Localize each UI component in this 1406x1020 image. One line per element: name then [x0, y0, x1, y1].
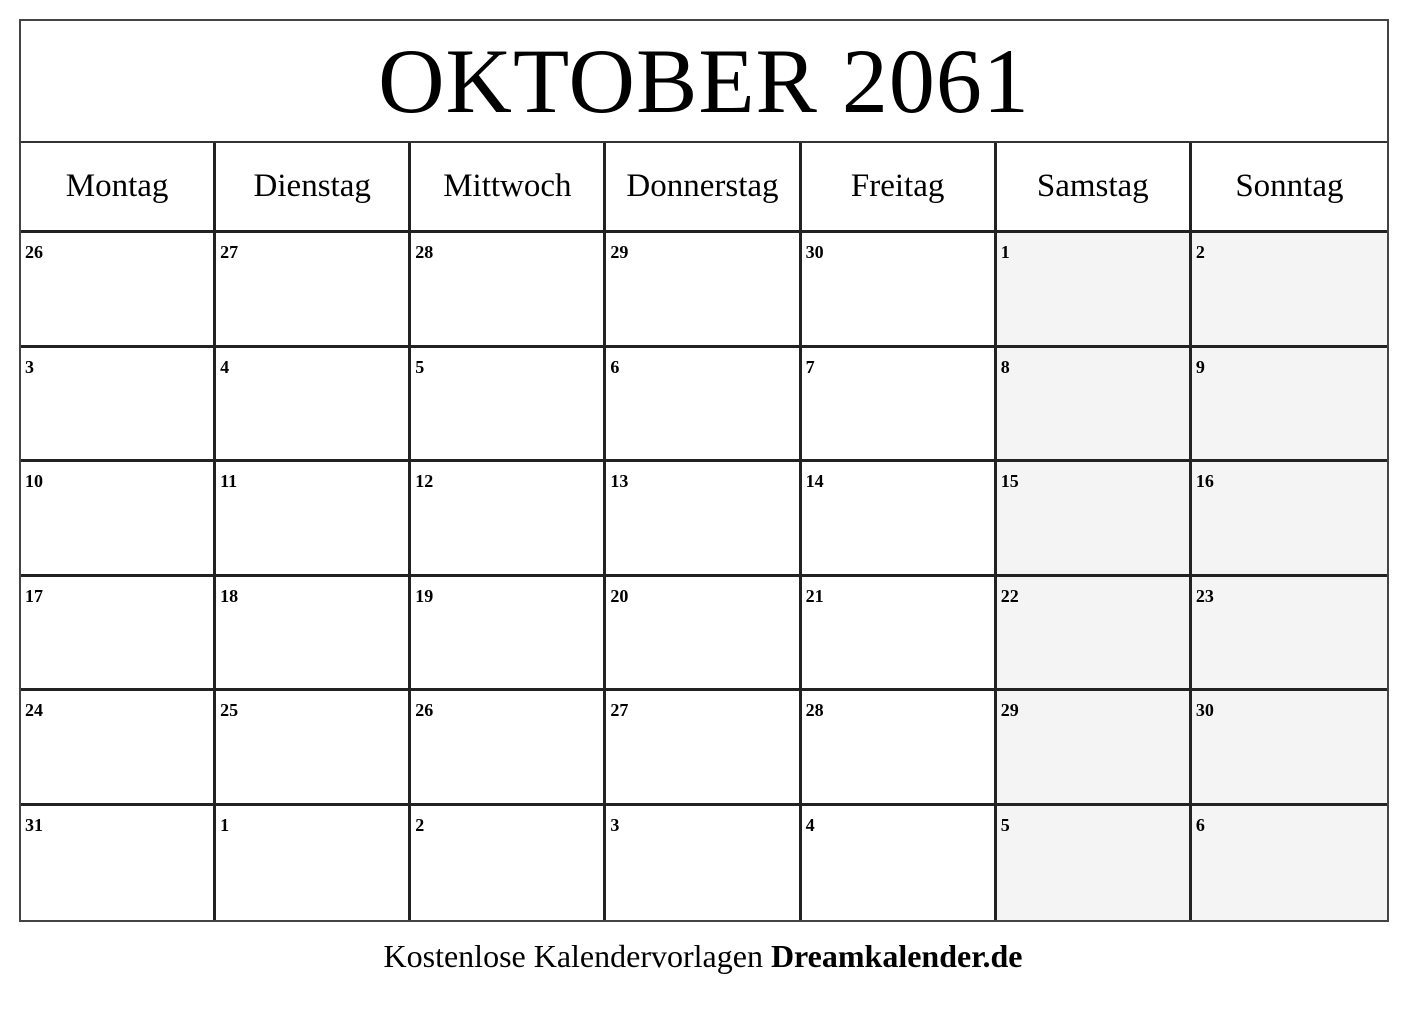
day-cell — [216, 348, 411, 463]
day-cell — [411, 577, 606, 692]
day-cell — [216, 577, 411, 692]
day-cell — [411, 806, 606, 921]
day-number: 27 — [220, 242, 239, 262]
day-number: 23 — [1195, 585, 1214, 606]
day-number: 7 — [805, 356, 815, 377]
weekday-header: Donnerstag — [606, 143, 801, 233]
day-number: 9 — [1195, 356, 1205, 377]
day-number: 30 — [805, 242, 824, 262]
day-number: 14 — [805, 471, 824, 491]
day-number: 5 — [1000, 814, 1010, 835]
day-cell — [21, 462, 216, 577]
day-cell — [997, 233, 1192, 348]
day-cell — [997, 691, 1192, 806]
day-cell — [1192, 806, 1387, 921]
day-number: 27 — [610, 700, 629, 720]
day-cell — [802, 577, 997, 692]
day-number: 10 — [25, 471, 43, 491]
day-cell — [802, 806, 997, 921]
day-cell — [1192, 691, 1387, 806]
day-number: 13 — [610, 471, 629, 491]
day-cell — [606, 691, 801, 806]
day-number: 3 — [610, 814, 620, 835]
day-cell — [21, 691, 216, 806]
day-number: 31 — [25, 814, 43, 835]
day-number: 19 — [415, 585, 434, 606]
day-number: 25 — [220, 700, 239, 720]
day-cell — [606, 348, 801, 463]
day-cell — [606, 233, 801, 348]
day-number: 26 — [25, 242, 43, 262]
day-number: 2 — [1195, 242, 1205, 262]
day-cell — [606, 462, 801, 577]
day-number: 8 — [1000, 356, 1010, 377]
day-cell — [997, 348, 1192, 463]
day-number: 20 — [610, 585, 629, 606]
day-number: 12 — [415, 471, 434, 491]
day-number: 3 — [25, 356, 34, 377]
day-number: 26 — [415, 700, 434, 720]
weekday-header: Dienstag — [216, 143, 411, 233]
day-number: 21 — [805, 585, 824, 606]
day-cell — [1192, 233, 1387, 348]
weekday-header: Montag — [21, 143, 216, 233]
day-number: 24 — [25, 700, 43, 720]
day-number: 11 — [220, 471, 238, 491]
day-cell — [802, 348, 997, 463]
day-cell — [997, 806, 1192, 921]
calendar — [19, 19, 1389, 922]
day-number: 16 — [1195, 471, 1214, 491]
day-cell — [216, 806, 411, 921]
day-number: 18 — [220, 585, 239, 606]
weekday-header: Sonntag — [1192, 143, 1387, 233]
day-number: 30 — [1195, 700, 1214, 720]
day-cell — [411, 348, 606, 463]
day-cell — [997, 577, 1192, 692]
day-cell — [21, 806, 216, 921]
day-cell — [21, 233, 216, 348]
day-cell — [216, 691, 411, 806]
day-number: 29 — [610, 242, 629, 262]
day-cell — [802, 691, 997, 806]
day-number: 2 — [415, 814, 425, 835]
day-cell — [216, 462, 411, 577]
calendar-grid — [21, 143, 1387, 920]
day-number: 5 — [415, 356, 425, 377]
day-number: 4 — [220, 356, 230, 377]
day-number: 4 — [805, 814, 815, 835]
day-cell — [802, 462, 997, 577]
day-cell — [21, 577, 216, 692]
day-cell — [411, 691, 606, 806]
day-cell — [1192, 577, 1387, 692]
day-cell — [802, 233, 997, 348]
day-cell — [1192, 348, 1387, 463]
day-number: 29 — [1000, 700, 1019, 720]
calendar-title: OKTOBER 2061 — [21, 21, 1387, 143]
day-number: 28 — [415, 242, 434, 262]
day-cell — [21, 348, 216, 463]
day-cell — [606, 577, 801, 692]
day-cell — [411, 233, 606, 348]
day-cell — [1192, 462, 1387, 577]
day-number: 28 — [805, 700, 824, 720]
day-number: 17 — [25, 585, 43, 606]
day-number: 1 — [1000, 242, 1010, 262]
day-number: 1 — [220, 814, 230, 835]
day-number: 6 — [1195, 814, 1205, 835]
day-number: 6 — [610, 356, 620, 377]
footer-text: Kostenlose Kalendervorlagen — [383, 938, 763, 974]
day-cell — [997, 462, 1192, 577]
weekday-header: Freitag — [802, 143, 997, 233]
day-cell — [216, 233, 411, 348]
day-number: 22 — [1000, 585, 1019, 606]
footer-brand: Dreamkalender.de — [770, 938, 1023, 974]
day-number: 15 — [1000, 471, 1019, 491]
weekday-header: Samstag — [997, 143, 1192, 233]
day-cell — [606, 806, 801, 921]
day-cell — [411, 462, 606, 577]
footer — [0, 938, 1406, 975]
weekday-header: Mittwoch — [411, 143, 606, 233]
